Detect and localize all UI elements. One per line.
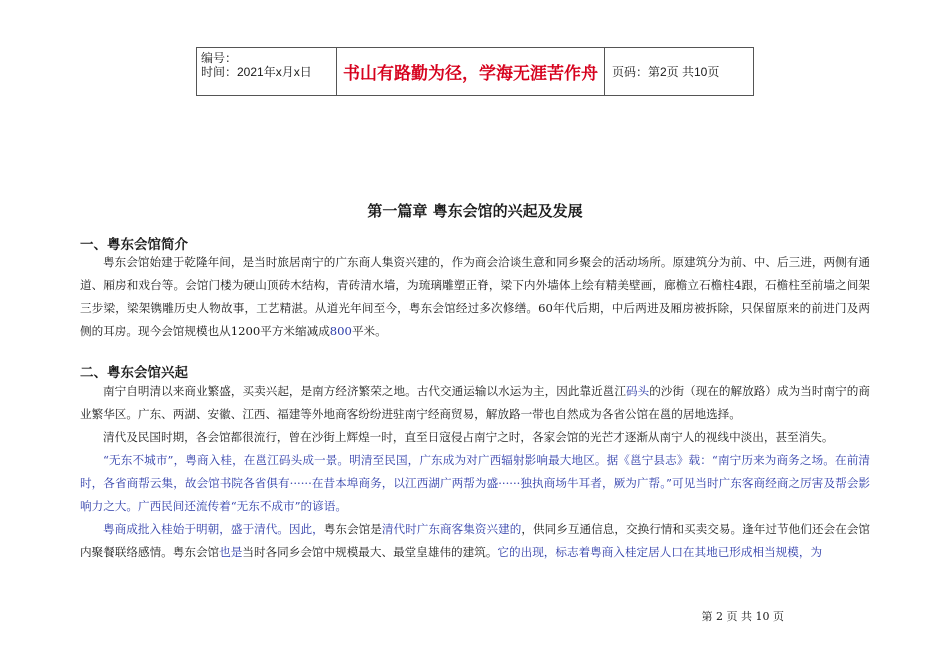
page-footer: 第 2 页 共 10 页 — [701, 610, 784, 623]
section2-paragraph-4 — [80, 518, 870, 564]
header-motto: 书山有路勤为径，学海无涯苦作舟 — [337, 48, 605, 95]
s2p4-text-b: 粤东会馆是 — [323, 522, 382, 536]
section2-paragraph-2: 清代及民国时期，各会馆都很流行，曾在沙街上辉煌一时，直至日寇侵占南宁之时，各家会馆的光芒才逐渐从南宁人的视线中淡出，甚至消失。 — [103, 430, 834, 444]
section1-heading: 一、粤东会馆简介 — [80, 237, 188, 253]
s2p4-text-g: 它的出现，标志着粤商入桂定居人口在其地已形成相当规模，为 — [497, 545, 823, 560]
section2-paragraph-3: “无东不城市”，粤商入桂，在邕江码头成一景。明清至民国，广东成为对广西辐射影响最大地区。据《邕宁县志》载：“南宁历来为商务之场。在前清时，各省商帮云集，故会馆书院各省俱有······在昔本埠商务，以江西湖广两帮为盛······独执商场牛耳者，厥为广帮。”可见当时广东客商经商之厉害及帮会影响力之大。广西民间还流传着“无东不成市”的谚语。 — [80, 453, 870, 514]
s2p4-text-a: 粤商成批入桂始于明朝，盛于清代。因此， — [103, 522, 324, 536]
section1-paragraph — [80, 251, 870, 343]
section1-text: 粤东会馆始建于乾隆年间，是当时旅居南宁的广东商人集资兴建的，作为商会洽谈生意和同乡聚会的活动场所。原建筑分为前、中、后三进，两侧有通道、厢房和戏台等。会馆门楼为硬山顶砖木结构，青砖清水墙，为琉璃雕塑正脊，梁下内外墙体上绘有精美壁画，廊檐立石檐柱4跟，石檐柱至前墙之间架三步梁，梁架镌雕历史人物故事，工艺精湛。从道光年间至今，粤东会馆经过多次修缮。60年代后期，中后两进及厢房被拆除，只保留原来的前进门及两侧的耳房。现今会馆规模也从1200平方米缩减成 — [80, 255, 870, 339]
section2-heading: 二、粤东会馆兴起 — [80, 365, 188, 381]
s2p4-text-f: 当时各同乡会馆中规模最大、最堂皇雄伟的建筑。 — [242, 545, 498, 560]
doc-number-label: 编号： — [201, 51, 238, 65]
page-header-table — [196, 47, 754, 96]
area-value: 800 — [329, 324, 352, 339]
s2p4-text-c: 清代时广东商客集资兴建的 — [381, 522, 522, 536]
section1-text-end: 平米。 — [351, 324, 387, 339]
section2-paragraph-1 — [80, 380, 870, 426]
chapter-title: 第一篇章 粤东会馆的兴起及发展 — [367, 202, 583, 220]
wharf-link[interactable]: 码头 — [625, 384, 650, 398]
s2p1-text-b: 的沙街（现在的解放路）成为当时南宁的商业繁华区。广东、两湖、安徽、江西、福建等外地商客纷纷进驻南宁经商贸易，解放路一带也自然成为各省公馆在邕的居地选择。 — [80, 384, 870, 422]
s2p4-text-e: 也是 — [219, 545, 243, 560]
doc-time-label: 时间：2021年x月x日 — [201, 65, 312, 79]
s2p1-text-a: 南宁自明清以来商业繁盛，买卖兴起，是南方经济繁荣之地。古代交通运输以水运为主，因此靠近邕江 — [103, 384, 626, 398]
header-page-label: 页码：第2页 共10页 — [612, 65, 720, 79]
header-meta-cell — [197, 48, 337, 95]
s2p4-text-d: ，供同乡互通信息，交换行情和买卖交易。逢年过节他们还会在会馆内聚餐联络感情。粤东会馆 — [80, 522, 870, 560]
